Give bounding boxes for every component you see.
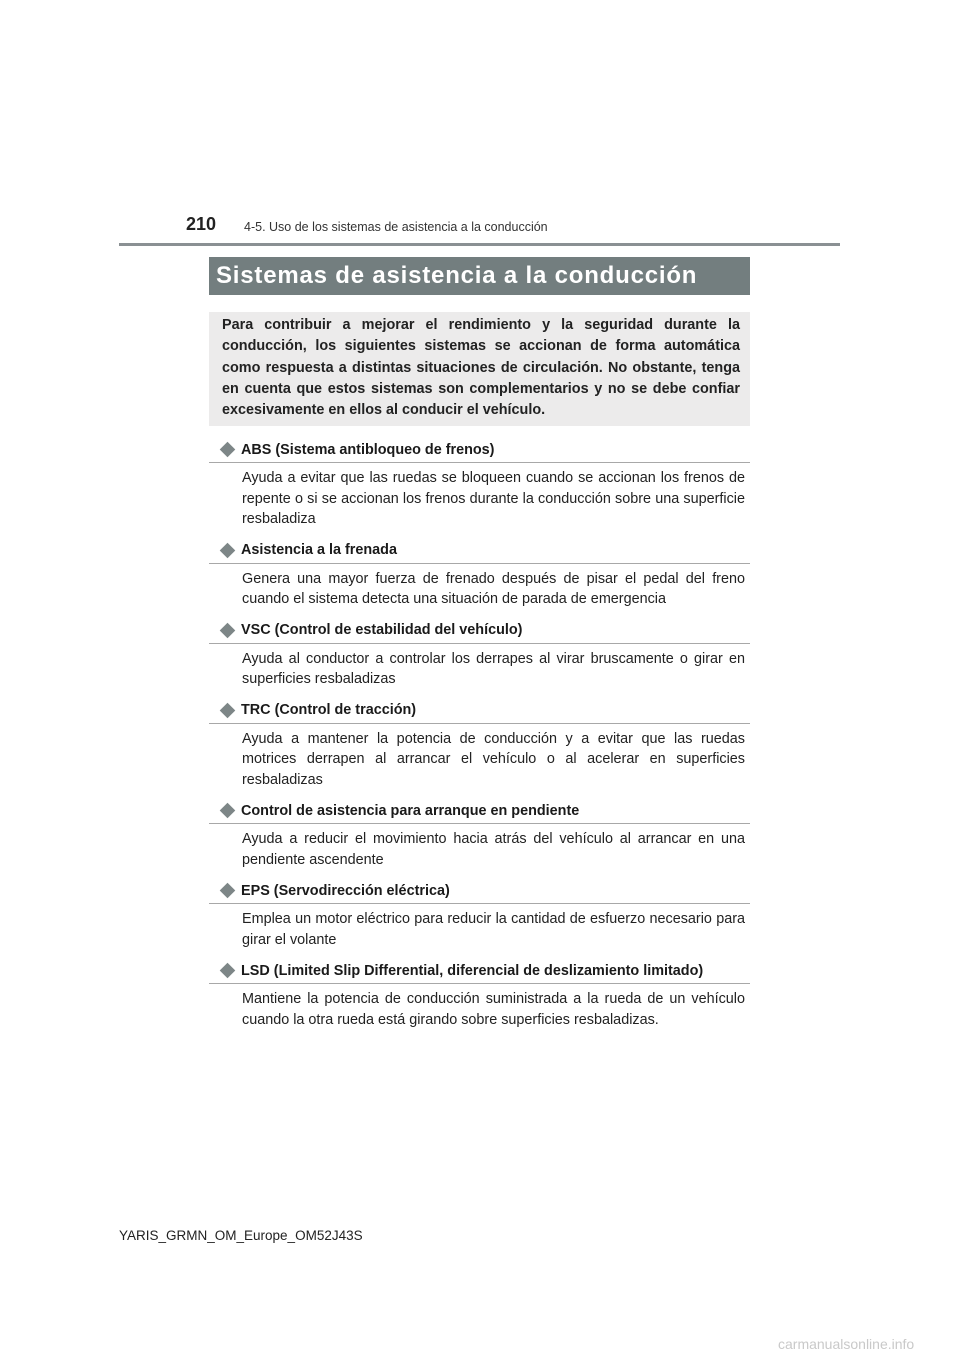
feature-heading — [209, 437, 750, 463]
diamond-bullet-icon — [220, 442, 236, 458]
feature-heading — [209, 538, 750, 564]
feature-item-brake-assist — [209, 538, 750, 610]
feature-heading — [209, 878, 750, 904]
intro-text: Para contribuir a mejorar el rendimiento y la seguridad durante la conducción, los siguientes sistemas se accionan de forma automática como respuesta a distintas situaciones de circulación. No obstante, tenga en cuenta que estos sistemas son complementarios y no se debe confiar excesivamente en ellos al conducir el vehículo. — [222, 317, 740, 419]
feature-description: Emplea un motor eléctrico para reducir la cantidad de esfuerzo necesario para girar el volante — [242, 911, 745, 948]
feature-title: Control de asistencia para arranque en pendiente — [241, 802, 580, 819]
feature-title: ABS (Sistema antibloqueo de frenos) — [241, 441, 495, 458]
feature-title: Asistencia a la frenada — [241, 542, 397, 558]
diamond-bullet-icon — [220, 963, 236, 979]
title-banner — [209, 257, 750, 295]
watermark: carmanualsonline.info — [778, 1336, 915, 1352]
page-number: 210 — [186, 214, 217, 234]
feature-item-lsd — [209, 958, 750, 1030]
feature-heading — [209, 798, 750, 824]
feature-heading — [209, 618, 750, 644]
feature-heading — [209, 698, 750, 724]
diamond-bullet-icon — [220, 622, 236, 638]
feature-description: Ayuda al conductor a controlar los derrapes al virar bruscamente o girar en superficies resbaladizas — [242, 650, 745, 687]
feature-title: EPS (Servodirección eléctrica) — [241, 882, 450, 899]
feature-description: Ayuda a evitar que las ruedas se bloqueen cuando se accionan los frenos de repente o si se accionan los frenos durante la conducción sobre una superficie resbaladiza — [242, 470, 745, 527]
feature-item-hill-start — [209, 798, 750, 870]
feature-title: VSC (Control de estabilidad del vehículo) — [241, 622, 523, 638]
feature-title: LSD (Limited Slip Differential, diferencial de deslizamiento limitado) — [241, 962, 704, 979]
feature-description: Genera una mayor fuerza de frenado después de pisar el pedal del freno cuando el sistema detecta una situación de parada de emergencia — [242, 570, 745, 607]
document-code: YARIS_GRMN_OM_Europe_OM52J43S — [119, 1228, 363, 1243]
header-divider — [119, 243, 840, 246]
diamond-bullet-icon — [220, 803, 236, 819]
feature-title: TRC (Control de tracción) — [241, 702, 417, 718]
feature-item-vsc — [209, 618, 750, 690]
feature-heading — [209, 958, 750, 984]
diamond-bullet-icon — [220, 883, 236, 899]
feature-item-abs — [209, 437, 750, 530]
diamond-bullet-icon — [220, 542, 236, 558]
feature-item-eps — [209, 878, 750, 950]
feature-description: Ayuda a reducir el movimiento hacia atrás del vehículo al arrancar en una pendiente ascendente — [242, 831, 745, 868]
diamond-bullet-icon — [220, 702, 236, 718]
section-label: 4-5. Uso de los sistemas de asistencia a la conducción — [244, 220, 548, 234]
intro-box — [209, 312, 750, 426]
feature-description: Ayuda a mantener la potencia de conducción y a evitar que las ruedas motrices derrapen al arrancar el vehículo o al acelerar en superficies resbaladizas — [242, 730, 745, 788]
page-title: Sistemas de asistencia a la conducción — [216, 262, 698, 289]
feature-item-trc — [209, 698, 750, 791]
feature-description: Mantiene la potencia de conducción suministrada a la rueda de un vehículo cuando la otra rueda está girando sobre superficies resbaladizas. — [242, 991, 745, 1028]
feature-list — [209, 437, 750, 1038]
